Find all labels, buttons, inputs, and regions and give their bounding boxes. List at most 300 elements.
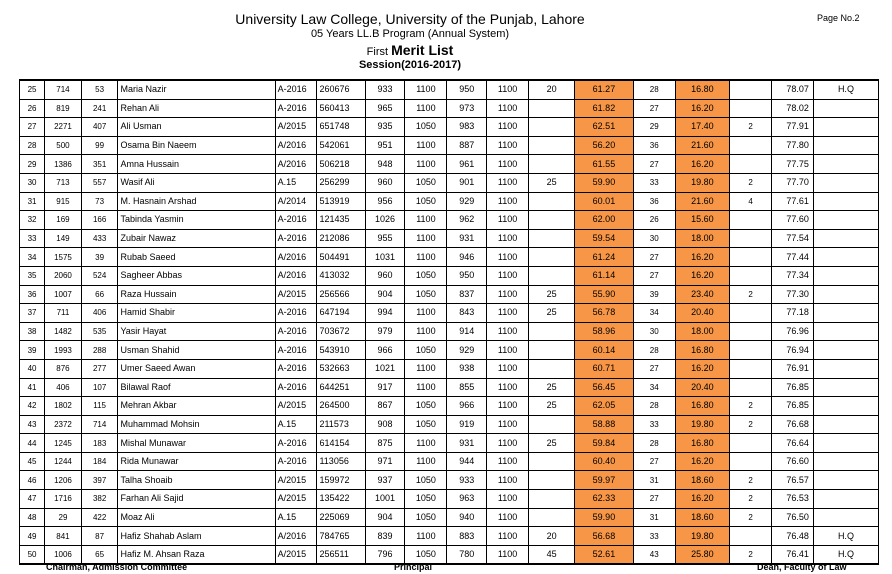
fsc-marks-cell: 929 xyxy=(447,192,487,211)
matric-total-cell: 1100 xyxy=(405,211,447,230)
total-aggregate-cell: 77.70 xyxy=(772,173,814,192)
academic-aggregate-cell: 62.05 xyxy=(575,397,634,416)
fsc-marks-cell: 933 xyxy=(447,471,487,490)
total-aggregate-cell: 76.50 xyxy=(772,508,814,527)
table-row xyxy=(20,490,879,509)
roll-no-cell: 264500 xyxy=(317,397,365,416)
academic-aggregate-cell: 61.82 xyxy=(575,99,634,118)
academic-aggregate-cell: 56.78 xyxy=(575,304,634,323)
fsc-marks-cell: 950 xyxy=(447,80,487,99)
form-no-cell: 1245 xyxy=(45,434,82,453)
table-row xyxy=(20,341,879,360)
quota-cell xyxy=(813,490,878,509)
deduction-cell: 2 xyxy=(730,545,772,564)
test-marks-cell: 39 xyxy=(633,285,675,304)
quota-cell xyxy=(813,248,878,267)
fsc-marks-cell: 843 xyxy=(447,304,487,323)
test-marks-cell: 27 xyxy=(633,155,675,174)
fsc-total-cell: 1100 xyxy=(487,508,529,527)
fsc-marks-cell: 929 xyxy=(447,341,487,360)
exam-cell: A/2016 xyxy=(275,527,317,546)
fsc-marks-cell: 855 xyxy=(447,378,487,397)
roll-no-cell: 212086 xyxy=(317,229,365,248)
academic-aggregate-cell: 61.55 xyxy=(575,155,634,174)
matric-total-cell: 1050 xyxy=(405,341,447,360)
hafiz-marks-cell xyxy=(529,118,575,137)
test-marks-cell: 27 xyxy=(633,490,675,509)
student-name-cell: Hafiz Shahab Aslam xyxy=(118,527,275,546)
roll-no-cell: 651748 xyxy=(317,118,365,137)
form-no-cell: 915 xyxy=(45,192,82,211)
matric-total-cell: 1100 xyxy=(405,80,447,99)
fsc-total-cell: 1100 xyxy=(487,341,529,360)
exam-cell: A-2016 xyxy=(275,229,317,248)
student-name-cell: Tabinda Yasmin xyxy=(118,211,275,230)
matric-total-cell: 1050 xyxy=(405,508,447,527)
quota-cell xyxy=(813,452,878,471)
academic-aggregate-cell: 52.61 xyxy=(575,545,634,564)
form-no-cell: 29 xyxy=(45,508,82,527)
matric-marks-cell: 1031 xyxy=(365,248,405,267)
quota-cell xyxy=(813,285,878,304)
matric-marks-cell: 796 xyxy=(365,545,405,564)
matric-marks-cell: 955 xyxy=(365,229,405,248)
quota-cell xyxy=(813,192,878,211)
table-row xyxy=(20,211,879,230)
matric-marks-cell: 979 xyxy=(365,322,405,341)
deduction-cell xyxy=(730,266,772,285)
merit-no-cell: 66 xyxy=(81,285,118,304)
fsc-marks-cell: 883 xyxy=(447,527,487,546)
student-name-cell: Raza Hussain xyxy=(118,285,275,304)
test-marks-cell: 26 xyxy=(633,211,675,230)
fsc-marks-cell: 946 xyxy=(447,248,487,267)
academic-aggregate-cell: 60.40 xyxy=(575,452,634,471)
hafiz-marks-cell: 25 xyxy=(529,285,575,304)
fsc-total-cell: 1100 xyxy=(487,322,529,341)
total-aggregate-cell: 77.30 xyxy=(772,285,814,304)
sr-no-cell: 46 xyxy=(20,471,45,490)
quota-cell: H.Q xyxy=(813,545,878,564)
exam-cell: A-2016 xyxy=(275,434,317,453)
student-name-cell: Umer Saeed Awan xyxy=(118,359,275,378)
matric-marks-cell: 1001 xyxy=(365,490,405,509)
quota-cell xyxy=(813,359,878,378)
program-title: 05 Years LL.B Program (Annual System) xyxy=(310,28,510,40)
page-number: Page No.2 xyxy=(817,13,860,23)
deduction-cell: 2 xyxy=(730,508,772,527)
matric-total-cell: 1050 xyxy=(405,471,447,490)
hafiz-marks-cell xyxy=(529,471,575,490)
table-row xyxy=(20,173,879,192)
fsc-marks-cell: 931 xyxy=(447,229,487,248)
fsc-marks-cell: 914 xyxy=(447,322,487,341)
test-marks-cell: 27 xyxy=(633,266,675,285)
deduction-cell: 2 xyxy=(730,285,772,304)
table-row xyxy=(20,527,879,546)
deduction-cell xyxy=(730,452,772,471)
roll-no-cell: 121435 xyxy=(317,211,365,230)
deduction-cell: 2 xyxy=(730,471,772,490)
matric-total-cell: 1050 xyxy=(405,545,447,564)
list-prefix: First xyxy=(366,46,389,58)
hafiz-marks-cell xyxy=(529,508,575,527)
student-name-cell: Rehan Ali xyxy=(118,99,275,118)
exam-cell: A/2016 xyxy=(275,266,317,285)
table-row xyxy=(20,266,879,285)
form-no-cell: 1802 xyxy=(45,397,82,416)
total-aggregate-cell: 76.96 xyxy=(772,322,814,341)
merit-no-cell: 714 xyxy=(81,415,118,434)
student-name-cell: Yasir Hayat xyxy=(118,322,275,341)
total-aggregate-cell: 78.02 xyxy=(772,99,814,118)
total-aggregate-cell: 77.18 xyxy=(772,304,814,323)
test-aggregate-cell: 20.40 xyxy=(675,304,729,323)
deduction-cell: 2 xyxy=(730,173,772,192)
fsc-marks-cell: 780 xyxy=(447,545,487,564)
total-aggregate-cell: 76.85 xyxy=(772,397,814,416)
roll-no-cell: 135422 xyxy=(317,490,365,509)
test-aggregate-cell: 16.80 xyxy=(675,80,729,99)
quota-cell xyxy=(813,211,878,230)
test-marks-cell: 34 xyxy=(633,304,675,323)
matric-total-cell: 1050 xyxy=(405,490,447,509)
sr-no-cell: 39 xyxy=(20,341,45,360)
test-aggregate-cell: 18.60 xyxy=(675,508,729,527)
roll-no-cell: 614154 xyxy=(317,434,365,453)
exam-cell: A-2016 xyxy=(275,80,317,99)
form-no-cell: 1244 xyxy=(45,452,82,471)
deduction-cell: 2 xyxy=(730,397,772,416)
total-aggregate-cell: 77.34 xyxy=(772,266,814,285)
table-row xyxy=(20,80,879,99)
merit-no-cell: 107 xyxy=(81,378,118,397)
merit-no-cell: 433 xyxy=(81,229,118,248)
exam-cell: A/2016 xyxy=(275,155,317,174)
deduction-cell xyxy=(730,99,772,118)
fsc-marks-cell: 983 xyxy=(447,118,487,137)
form-no-cell: 1575 xyxy=(45,248,82,267)
total-aggregate-cell: 78.07 xyxy=(772,80,814,99)
table-row xyxy=(20,118,879,137)
sr-no-cell: 26 xyxy=(20,99,45,118)
fsc-total-cell: 1100 xyxy=(487,397,529,416)
matric-marks-cell: 935 xyxy=(365,118,405,137)
quota-cell xyxy=(813,136,878,155)
student-name-cell: Rida Munawar xyxy=(118,452,275,471)
sr-no-cell: 40 xyxy=(20,359,45,378)
form-no-cell: 876 xyxy=(45,359,82,378)
roll-no-cell: 260676 xyxy=(317,80,365,99)
test-marks-cell: 27 xyxy=(633,452,675,471)
total-aggregate-cell: 76.60 xyxy=(772,452,814,471)
deduction-cell xyxy=(730,527,772,546)
exam-cell: A/2016 xyxy=(275,248,317,267)
merit-no-cell: 397 xyxy=(81,471,118,490)
merit-no-cell: 65 xyxy=(81,545,118,564)
student-name-cell: Maria Nazir xyxy=(118,80,275,99)
roll-no-cell: 113056 xyxy=(317,452,365,471)
sr-no-cell: 27 xyxy=(20,118,45,137)
matric-total-cell: 1100 xyxy=(405,155,447,174)
student-name-cell: Osama Bin Naeem xyxy=(118,136,275,155)
matric-total-cell: 1100 xyxy=(405,99,447,118)
deduction-cell xyxy=(730,359,772,378)
matric-total-cell: 1050 xyxy=(405,415,447,434)
matric-marks-cell: 904 xyxy=(365,508,405,527)
test-marks-cell: 28 xyxy=(633,80,675,99)
matric-total-cell: 1050 xyxy=(405,397,447,416)
fsc-marks-cell: 963 xyxy=(447,490,487,509)
matric-total-cell: 1100 xyxy=(405,527,447,546)
test-aggregate-cell: 16.80 xyxy=(675,397,729,416)
exam-cell: A/2014 xyxy=(275,192,317,211)
test-marks-cell: 27 xyxy=(633,248,675,267)
form-no-cell: 2372 xyxy=(45,415,82,434)
academic-aggregate-cell: 59.90 xyxy=(575,508,634,527)
matric-total-cell: 1100 xyxy=(405,229,447,248)
academic-aggregate-cell: 62.00 xyxy=(575,211,634,230)
hafiz-marks-cell xyxy=(529,192,575,211)
merit-no-cell: 241 xyxy=(81,99,118,118)
test-marks-cell: 34 xyxy=(633,378,675,397)
matric-marks-cell: 965 xyxy=(365,99,405,118)
sr-no-cell: 34 xyxy=(20,248,45,267)
roll-no-cell: 647194 xyxy=(317,304,365,323)
test-aggregate-cell: 16.20 xyxy=(675,490,729,509)
merit-no-cell: 166 xyxy=(81,211,118,230)
test-marks-cell: 28 xyxy=(633,434,675,453)
fsc-marks-cell: 966 xyxy=(447,397,487,416)
test-aggregate-cell: 19.80 xyxy=(675,173,729,192)
merit-no-cell: 407 xyxy=(81,118,118,137)
matric-marks-cell: 948 xyxy=(365,155,405,174)
hafiz-marks-cell: 25 xyxy=(529,397,575,416)
fsc-total-cell: 1100 xyxy=(487,527,529,546)
merit-no-cell: 184 xyxy=(81,452,118,471)
deduction-cell xyxy=(730,378,772,397)
quota-cell xyxy=(813,99,878,118)
test-marks-cell: 28 xyxy=(633,397,675,416)
test-aggregate-cell: 16.80 xyxy=(675,434,729,453)
principal-signature: Principal xyxy=(394,562,433,572)
exam-cell: A-2016 xyxy=(275,304,317,323)
roll-no-cell: 543910 xyxy=(317,341,365,360)
academic-aggregate-cell: 56.45 xyxy=(575,378,634,397)
merit-no-cell: 73 xyxy=(81,192,118,211)
sr-no-cell: 41 xyxy=(20,378,45,397)
matric-marks-cell: 839 xyxy=(365,527,405,546)
exam-cell: A/2015 xyxy=(275,471,317,490)
test-marks-cell: 27 xyxy=(633,99,675,118)
total-aggregate-cell: 76.48 xyxy=(772,527,814,546)
matric-marks-cell: 1026 xyxy=(365,211,405,230)
deduction-cell xyxy=(730,136,772,155)
academic-aggregate-cell: 59.54 xyxy=(575,229,634,248)
test-aggregate-cell: 18.60 xyxy=(675,471,729,490)
academic-aggregate-cell: 56.20 xyxy=(575,136,634,155)
fsc-total-cell: 1100 xyxy=(487,415,529,434)
roll-no-cell: 256566 xyxy=(317,285,365,304)
form-no-cell: 841 xyxy=(45,527,82,546)
chairman-signature: Chairman, Admission Committee xyxy=(46,562,188,572)
fsc-total-cell: 1100 xyxy=(487,452,529,471)
list-title xyxy=(0,42,820,58)
academic-aggregate-cell: 55.90 xyxy=(575,285,634,304)
student-name-cell: Hamid Shabir xyxy=(118,304,275,323)
academic-aggregate-cell: 58.88 xyxy=(575,415,634,434)
roll-no-cell: 542061 xyxy=(317,136,365,155)
student-name-cell: Wasif Ali xyxy=(118,173,275,192)
roll-no-cell: 532663 xyxy=(317,359,365,378)
matric-total-cell: 1100 xyxy=(405,248,447,267)
sr-no-cell: 37 xyxy=(20,304,45,323)
table-row xyxy=(20,471,879,490)
roll-no-cell: 784765 xyxy=(317,527,365,546)
roll-no-cell: 413032 xyxy=(317,266,365,285)
merit-no-cell: 535 xyxy=(81,322,118,341)
form-no-cell: 1716 xyxy=(45,490,82,509)
deduction-cell xyxy=(730,229,772,248)
hafiz-marks-cell: 45 xyxy=(529,545,575,564)
matric-marks-cell: 933 xyxy=(365,80,405,99)
sr-no-cell: 47 xyxy=(20,490,45,509)
matric-total-cell: 1050 xyxy=(405,192,447,211)
exam-cell: A.15 xyxy=(275,173,317,192)
merit-no-cell: 557 xyxy=(81,173,118,192)
hafiz-marks-cell: 20 xyxy=(529,80,575,99)
merit-no-cell: 183 xyxy=(81,434,118,453)
fsc-marks-cell: 973 xyxy=(447,99,487,118)
form-no-cell: 1206 xyxy=(45,471,82,490)
total-aggregate-cell: 77.54 xyxy=(772,229,814,248)
merit-list-label: Merit List xyxy=(391,42,454,58)
table-row xyxy=(20,248,879,267)
sr-no-cell: 36 xyxy=(20,285,45,304)
quota-cell: H.Q xyxy=(813,527,878,546)
test-marks-cell: 36 xyxy=(633,136,675,155)
fsc-total-cell: 1100 xyxy=(487,211,529,230)
quota-cell xyxy=(813,229,878,248)
exam-cell: A-2016 xyxy=(275,452,317,471)
fsc-total-cell: 1100 xyxy=(487,304,529,323)
roll-no-cell: 703672 xyxy=(317,322,365,341)
table-row xyxy=(20,434,879,453)
merit-no-cell: 422 xyxy=(81,508,118,527)
student-name-cell: Rubab Saeed xyxy=(118,248,275,267)
form-no-cell: 149 xyxy=(45,229,82,248)
total-aggregate-cell: 77.75 xyxy=(772,155,814,174)
exam-cell: A.15 xyxy=(275,508,317,527)
matric-total-cell: 1050 xyxy=(405,118,447,137)
sr-no-cell: 28 xyxy=(20,136,45,155)
deduction-cell xyxy=(730,155,772,174)
student-name-cell: Farhan Ali Sajid xyxy=(118,490,275,509)
matric-total-cell: 1050 xyxy=(405,266,447,285)
form-no-cell: 1993 xyxy=(45,341,82,360)
quota-cell xyxy=(813,118,878,137)
form-no-cell: 169 xyxy=(45,211,82,230)
fsc-total-cell: 1100 xyxy=(487,434,529,453)
test-marks-cell: 33 xyxy=(633,415,675,434)
roll-no-cell: 506218 xyxy=(317,155,365,174)
matric-marks-cell: 966 xyxy=(365,341,405,360)
form-no-cell: 1482 xyxy=(45,322,82,341)
test-marks-cell: 36 xyxy=(633,192,675,211)
table-row xyxy=(20,415,879,434)
test-aggregate-cell: 15.60 xyxy=(675,211,729,230)
academic-aggregate-cell: 62.33 xyxy=(575,490,634,509)
test-aggregate-cell: 16.20 xyxy=(675,99,729,118)
form-no-cell: 1007 xyxy=(45,285,82,304)
sr-no-cell: 49 xyxy=(20,527,45,546)
table-row xyxy=(20,229,879,248)
matric-total-cell: 1100 xyxy=(405,378,447,397)
matric-marks-cell: 1021 xyxy=(365,359,405,378)
fsc-marks-cell: 961 xyxy=(447,155,487,174)
fsc-total-cell: 1100 xyxy=(487,192,529,211)
matric-marks-cell: 951 xyxy=(365,136,405,155)
fsc-total-cell: 1100 xyxy=(487,266,529,285)
roll-no-cell: 513919 xyxy=(317,192,365,211)
form-no-cell: 711 xyxy=(45,304,82,323)
student-name-cell: Talha Shoaib xyxy=(118,471,275,490)
matric-marks-cell: 908 xyxy=(365,415,405,434)
hafiz-marks-cell xyxy=(529,229,575,248)
quota-cell xyxy=(813,378,878,397)
student-name-cell: Mishal Munawar xyxy=(118,434,275,453)
hafiz-marks-cell xyxy=(529,452,575,471)
student-name-cell: Bilawal Raof xyxy=(118,378,275,397)
sr-no-cell: 35 xyxy=(20,266,45,285)
sr-no-cell: 31 xyxy=(20,192,45,211)
fsc-total-cell: 1100 xyxy=(487,285,529,304)
test-marks-cell: 33 xyxy=(633,527,675,546)
fsc-marks-cell: 940 xyxy=(447,508,487,527)
matric-marks-cell: 960 xyxy=(365,173,405,192)
hafiz-marks-cell xyxy=(529,248,575,267)
total-aggregate-cell: 77.80 xyxy=(772,136,814,155)
merit-no-cell: 351 xyxy=(81,155,118,174)
total-aggregate-cell: 76.85 xyxy=(772,378,814,397)
exam-cell: A/2015 xyxy=(275,285,317,304)
fsc-total-cell: 1100 xyxy=(487,471,529,490)
test-marks-cell: 33 xyxy=(633,173,675,192)
merit-no-cell: 39 xyxy=(81,248,118,267)
quota-cell xyxy=(813,397,878,416)
matric-marks-cell: 971 xyxy=(365,452,405,471)
test-aggregate-cell: 21.60 xyxy=(675,136,729,155)
matric-total-cell: 1100 xyxy=(405,304,447,323)
academic-aggregate-cell: 60.14 xyxy=(575,341,634,360)
sr-no-cell: 38 xyxy=(20,322,45,341)
test-aggregate-cell: 18.00 xyxy=(675,229,729,248)
form-no-cell: 819 xyxy=(45,99,82,118)
quota-cell xyxy=(813,434,878,453)
deduction-cell: 2 xyxy=(730,118,772,137)
sr-no-cell: 43 xyxy=(20,415,45,434)
total-aggregate-cell: 76.68 xyxy=(772,415,814,434)
form-no-cell: 406 xyxy=(45,378,82,397)
matric-marks-cell: 917 xyxy=(365,378,405,397)
hafiz-marks-cell xyxy=(529,341,575,360)
exam-cell: A.15 xyxy=(275,415,317,434)
total-aggregate-cell: 77.44 xyxy=(772,248,814,267)
table-row xyxy=(20,322,879,341)
fsc-total-cell: 1100 xyxy=(487,173,529,192)
roll-no-cell: 644251 xyxy=(317,378,365,397)
exam-cell: A-2016 xyxy=(275,211,317,230)
